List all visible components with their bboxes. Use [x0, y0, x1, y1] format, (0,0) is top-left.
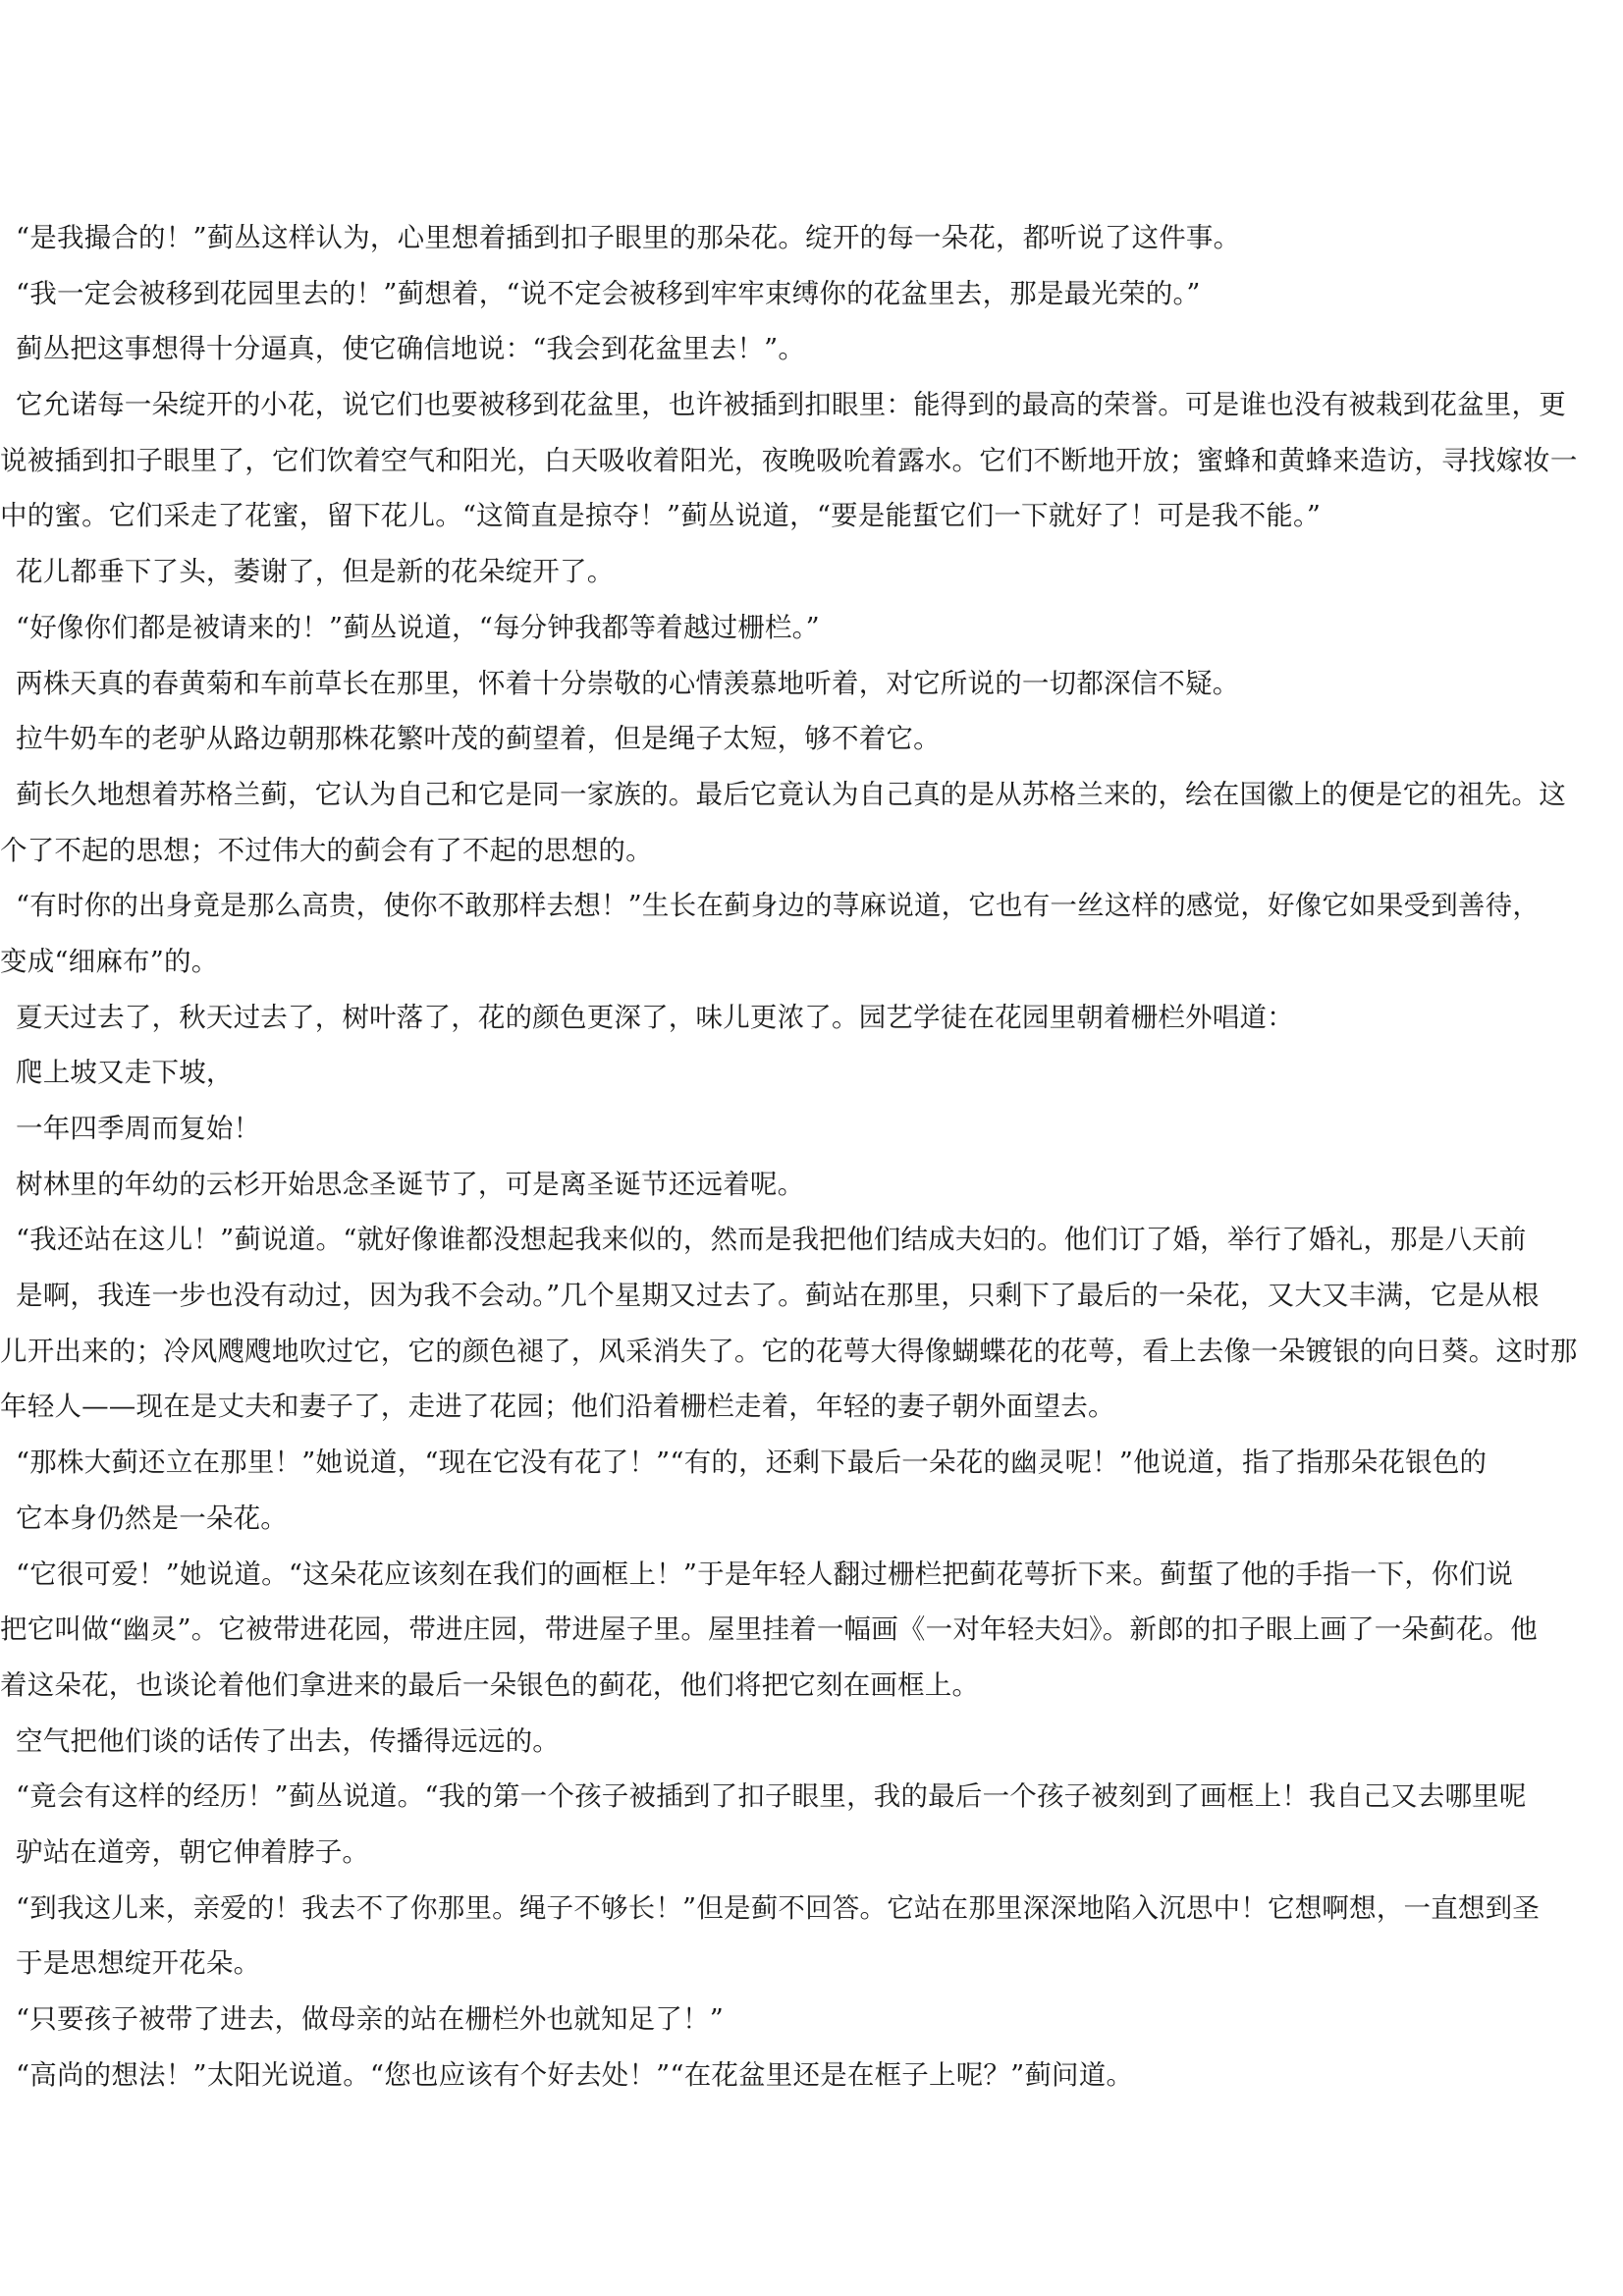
text-line: 它允诺每一朵绽开的小花，说它们也要被移到花盆里，也许被插到扣眼里：能得到的最高的荣誉。可是谁也没有被栽到花盆里，更 — [16, 389, 1566, 421]
text-line: “它很可爱！”她说道。“这朵花应该刻在我们的画框上！”于是年轻人翻过栅栏把蓟花萼折下来。蓟蜇了他的手指一下，你们说 — [16, 1558, 1514, 1590]
text-line: 蓟长久地想着苏格兰蓟，它认为自己和它是同一家族的。最后它竟认为自己真的是从苏格兰来的，绘在国徽上的便是它的祖先。这 — [16, 778, 1566, 810]
text-line: “是我撮合的！”蓟丛这样认为，心里想着插到扣子眼里的那朵花。绽开的每一朵花，都听说了这件事。 — [16, 222, 1241, 253]
document-body — [0, 210, 1623, 2103]
text-line: 驴站在道旁，朝它伸着脖子。 — [16, 1835, 370, 1868]
text-line: 爬上坡又走下坡， — [16, 1057, 234, 1089]
text-line: “好像你们都是被请来的！”蓟丛说道，“每分钟我都等着越过栅栏。” — [16, 611, 820, 643]
text-line: 树林里的年幼的云杉开始思念圣诞节了，可是离圣诞节还远着呢。 — [16, 1168, 805, 1200]
text-line: “高尚的想法！”太阳光说道。“您也应该有个好去处！”“在花盆里还是在框子上呢？”蓟问道。 — [16, 2058, 1134, 2091]
text-line: 中的蜜。它们采走了花蜜，留下花儿。“这简直是掠夺！”蓟丛说道，“要是能蜇它们一下就好了！可是我不能。” — [0, 500, 1322, 532]
text-line: 把它叫做“幽灵”。它被带进花园，带进庄园，带进屋子里。屋里挂着一幅画《一对年轻夫妇》。新郎的扣子眼上画了一朵蓟花。他 — [0, 1613, 1538, 1646]
text-line: “有时你的出身竟是那么高贵，使你不敢那样去想！”生长在蓟身边的荨麻说道，它也有一丝这样的感觉，好像它如果受到善待， — [16, 890, 1541, 922]
text-line: “那株大蓟还立在那里！”她说道，“现在它没有花了！”“有的，还剩下最后一朵花的幽灵呢！”他说道，指了指那朵花银色的 — [16, 1447, 1488, 1479]
text-line: 一年四季周而复始！ — [16, 1113, 261, 1144]
text-line: 年轻人——现在是丈夫和妻子了，走进了花园；他们沿着栅栏走着，年轻的妻子朝外面望去。 — [0, 1391, 1115, 1423]
text-line: “只要孩子被带了进去，做母亲的站在栅栏外也就知足了！” — [16, 2003, 725, 2035]
text-line: 儿开出来的；冷风飕飕地吹过它，它的颜色褪了，风采消失了。它的花萼大得像蝴蝶花的花萼，看上去像一朵镀银的向日葵。这时那 — [0, 1335, 1578, 1367]
text-line: 拉牛奶车的老驴从路边朝那株花繁叶茂的蓟望着，但是绳子太短，够不着它。 — [16, 723, 941, 755]
text-line: 说被插到扣子眼里了，它们饮着空气和阳光，白天吸收着阳光，夜晚吸吮着露水。它们不断地开放；蜜蜂和黄蜂来造访，寻找嫁妆一 — [0, 444, 1578, 476]
text-line: 着这朵花，也谈论着他们拿进来的最后一朵银色的蓟花，他们将把它刻在画框上。 — [0, 1668, 980, 1701]
text-line: 变成“细麻布”的。 — [0, 945, 219, 977]
text-line: “竟会有这样的经历！”蓟丛说道。“我的第一个孩子被插到了扣子眼里，我的最后一个孩子被刻到了画框上！我自己又去哪里呢 — [16, 1780, 1527, 1813]
text-line: 是啊，我连一步也没有动过，因为我不会动。”几个星期又过去了。蓟站在那里，只剩下了最后的一朵花，又大又丰满，它是从根 — [16, 1280, 1540, 1312]
text-line: 花儿都垂下了头，萎谢了，但是新的花朵绽开了。 — [16, 556, 615, 588]
text-line: 两株天真的春黄菊和车前草长在那里，怀着十分崇敬的心情羡慕地听着，对它所说的一切都深信不疑。 — [16, 667, 1240, 699]
text-line: 它本身仍然是一朵花。 — [16, 1502, 288, 1534]
text-line: 于是思想绽开花朵。 — [16, 1947, 261, 1980]
text-line: 空气把他们谈的话传了出去，传播得远远的。 — [16, 1724, 560, 1757]
text-line: 个了不起的思想；不过伟大的蓟会有了不起的思想的。 — [0, 834, 653, 866]
text-line: “我一定会被移到花园里去的！”蓟想着，“说不定会被移到牢牢束缚你的花盆里去，那是最光荣的。” — [16, 277, 1201, 309]
text-line: “我还站在这儿！”蓟说道。“就好像谁都没想起我来似的，然而是我把他们结成夫妇的。他们订了婚，举行了婚礼，那是八天前 — [16, 1224, 1527, 1256]
text-line: “到我这儿来，亲爱的！我去不了你那里。绳子不够长！”但是蓟不回答。它站在那里深深地陷入沉思中！它想啊想，一直想到圣 — [16, 1891, 1541, 1924]
text-line: 蓟丛把这事想得十分逼真，使它确信地说：“我会到花盆里去！”。 — [16, 333, 806, 365]
text-line: 夏天过去了，秋天过去了，树叶落了，花的颜色更深了，味儿更浓了。园艺学徒在花园里朝着栅栏外唱道： — [16, 1001, 1294, 1033]
